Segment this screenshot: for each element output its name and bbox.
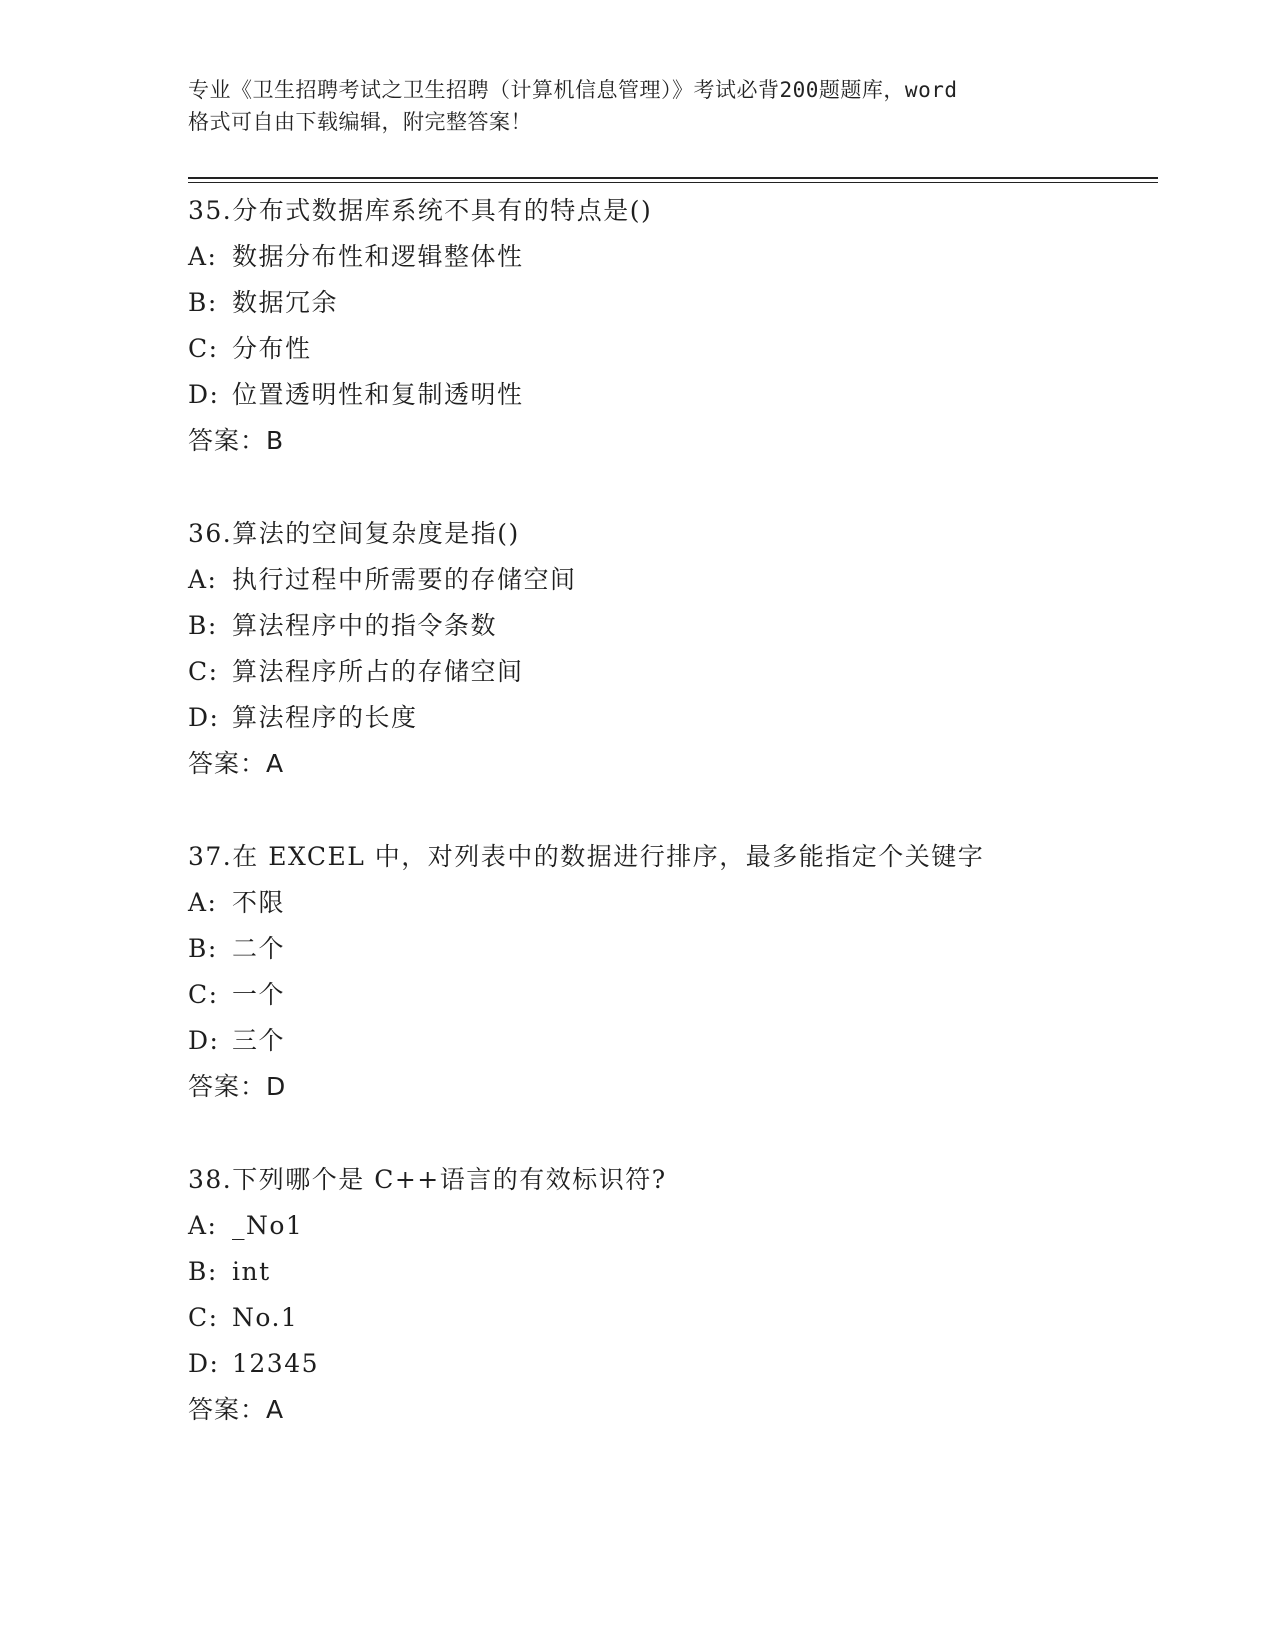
option-c bbox=[188, 326, 1158, 372]
answer-line: 答案：A bbox=[188, 749, 285, 778]
option-b bbox=[188, 603, 1158, 649]
option-text: 执行过程中所需要的存储空间 bbox=[232, 565, 577, 594]
option-c bbox=[188, 972, 1158, 1018]
option-text: int bbox=[232, 1257, 271, 1286]
header-line-1: 专业《卫生招聘考试之卫生招聘（计算机信息管理）》考试必背200题题库，word bbox=[188, 78, 958, 102]
option-letter: D: bbox=[188, 703, 220, 732]
option-text: 12345 bbox=[232, 1349, 320, 1378]
option-letter: B: bbox=[188, 288, 218, 317]
option-b bbox=[188, 1249, 1158, 1295]
option-letter: C: bbox=[188, 657, 219, 686]
option-text: 位置透明性和复制透明性 bbox=[232, 380, 524, 409]
answer-line: 答案：D bbox=[188, 1072, 287, 1101]
document-page bbox=[188, 0, 1158, 1650]
option-text: 三个 bbox=[232, 1026, 286, 1055]
option-text: 分布性 bbox=[232, 334, 312, 363]
option-d bbox=[188, 372, 1158, 418]
answer-line: 答案：B bbox=[188, 426, 285, 455]
option-text: 算法程序中的指令条数 bbox=[232, 611, 498, 640]
option-letter: D: bbox=[188, 380, 220, 409]
question-stem: 36.算法的空间复杂度是指() bbox=[188, 519, 520, 548]
header-divider-thin bbox=[188, 182, 1158, 183]
option-a bbox=[188, 880, 1158, 926]
option-text: 一个 bbox=[232, 980, 286, 1009]
question-37 bbox=[188, 834, 1158, 1110]
header-line-2: 格式可自由下载编辑，附完整答案！ bbox=[188, 110, 532, 134]
question-35 bbox=[188, 188, 1158, 464]
header-divider-thick bbox=[188, 177, 1158, 179]
option-letter: C: bbox=[188, 334, 219, 363]
option-a bbox=[188, 1203, 1158, 1249]
option-d bbox=[188, 1341, 1158, 1387]
option-d bbox=[188, 695, 1158, 741]
option-text: 算法程序的长度 bbox=[232, 703, 418, 732]
option-letter: A: bbox=[188, 242, 218, 271]
option-c bbox=[188, 1295, 1158, 1341]
option-text: No.1 bbox=[232, 1303, 299, 1332]
question-stem: 38.下列哪个是 C++语言的有效标识符? bbox=[188, 1165, 667, 1194]
option-text: 数据分布性和逻辑整体性 bbox=[232, 242, 524, 271]
option-b bbox=[188, 280, 1158, 326]
option-letter: A: bbox=[188, 888, 218, 917]
option-a bbox=[188, 234, 1158, 280]
option-text: 数据冗余 bbox=[232, 288, 339, 317]
option-letter: B: bbox=[188, 1257, 218, 1286]
option-letter: A: bbox=[188, 565, 218, 594]
question-stem: 35.分布式数据库系统不具有的特点是() bbox=[188, 196, 653, 225]
option-text: _No1 bbox=[232, 1211, 304, 1240]
option-letter: D: bbox=[188, 1026, 220, 1055]
question-stem: 37.在 EXCEL 中，对列表中的数据进行排序，最多能指定个关键字 bbox=[188, 842, 985, 871]
option-letter: A: bbox=[188, 1211, 218, 1240]
option-d bbox=[188, 1018, 1158, 1064]
question-list bbox=[188, 188, 1158, 1480]
option-text: 二个 bbox=[232, 934, 286, 963]
option-c bbox=[188, 649, 1158, 695]
document-header bbox=[188, 74, 1088, 138]
option-text: 算法程序所占的存储空间 bbox=[232, 657, 524, 686]
option-letter: B: bbox=[188, 611, 218, 640]
option-a bbox=[188, 557, 1158, 603]
option-letter: C: bbox=[188, 980, 219, 1009]
option-letter: D: bbox=[188, 1349, 220, 1378]
answer-line: 答案：A bbox=[188, 1395, 285, 1424]
question-36 bbox=[188, 511, 1158, 787]
option-b bbox=[188, 926, 1158, 972]
option-letter: B: bbox=[188, 934, 218, 963]
option-letter: C: bbox=[188, 1303, 219, 1332]
option-text: 不限 bbox=[232, 888, 286, 917]
question-38 bbox=[188, 1157, 1158, 1433]
